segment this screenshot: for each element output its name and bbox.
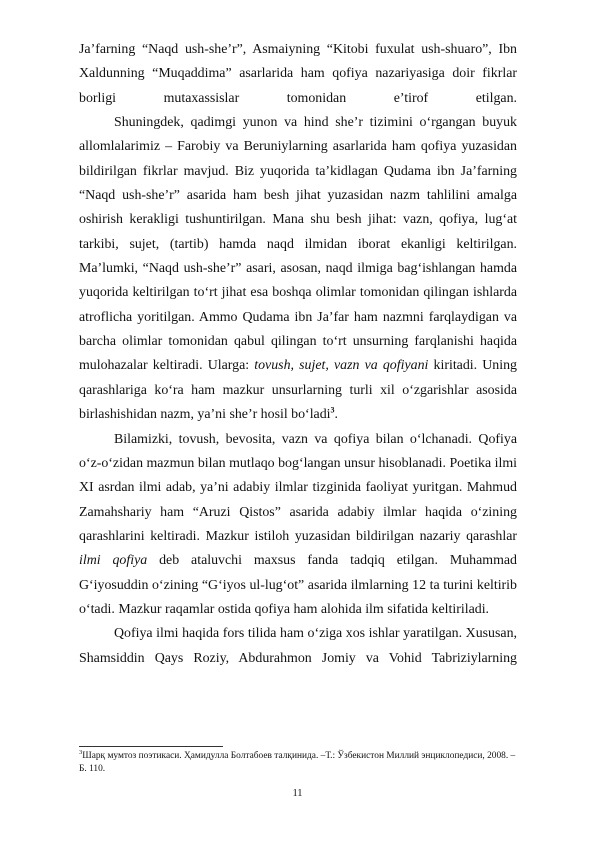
paragraph-2-end: .	[334, 407, 339, 423]
paragraph-2	[79, 111, 517, 427]
footnote-reference: 3	[330, 405, 335, 415]
paragraph-3-text-b: deb ataluvchi maxsus fanda tadqiq etilgan. Muhammad G‘iyosuddin o‘zining “G‘iyos ul-lug‘ot” asarida ilmlarning 12 ta turini keltirib o‘tadi. Mazkur raqamlar ostida qofiya ham alohida ilm sifatida keltiriladi.	[79, 553, 517, 617]
footnote-marker: 3	[79, 748, 83, 756]
paragraph-1: Ja’farning “Naqd ush-she’r”, Asmaiyning “Kitobi fuxulat ush-shuaro”, Ibn Xaldunning “Muqaddima” asarlarida ham qofiya nazariyasiga doir fikrlar borligi mutaxassislar tomonidan e’tirof etilgan.	[79, 42, 517, 106]
footnote-text: Шарқ мумтоз поэтикаси. Ҳамидулла Болтабоев талқинида. –Т.: Ўзбекистон Миллий энциклопедиси, 2008. – Б. 110.	[79, 751, 516, 774]
page-number: 11	[292, 788, 303, 799]
paragraph-2-text-a: Shuningdek, qadimgi yunon va hind she’r tizimini o‘rgangan buyuk allomlalarimiz – Farobiy va Beruniylarning asarlarida ham qofiya yuzasidan bildirilgan fikrlar mavjud. Biz yuqorida ta’kidlagan Qudama ibn Ja’farning “Naqd ush-she’r” asarida ham besh jihat yuzasidan nazm tahlilini amalga oshirish kerakligi tushuntirilgan. Mana shu besh jihat: vazn, qofiya, lug‘at tarkibi, sujet, (tartib) hamda naqd ilmidan iborat ekanligi keltirilgan. Ma’lumki, “Naqd ush-she’r” asari, asosan, naqd ilmiga bag‘ishlangan hamda yuqorida keltirilgan to‘rt jihat esa boshqa olimlar tomonidan qilingan ishlarda atroflicha yoritilgan. Ammo Qudama ibn Ja’far ham nazmni farqlaydigan va barcha olimlar tomonidan qabul qilingan to‘rt unsurning farqlanishi haqida mulohazalar keltiradi. Ularga:	[79, 115, 517, 374]
paragraph-2-text-b: kiritadi. Uning qarashlariga ko‘ra ham mazkur unsurlarning turli xil o‘zgarishlar asosida birlashishidan nazm, ya’ni she’r hosil bo‘ladi	[79, 358, 517, 423]
paragraph-4: Qofiya ilmi haqida fors tilida ham o‘ziga xos ishlar yaratilgan. Xususan, Shamsiddin Qays Roziy, Abdurahmon Jomiy va Vohid Tabriziylarning	[79, 626, 517, 666]
paragraph-2-emphasis: tovush, sujet, vazn va qofiyani	[254, 358, 429, 374]
footnote-separator	[79, 746, 223, 747]
paragraph-3-emphasis: ilmi qofiya	[79, 553, 148, 569]
paragraph-3	[79, 428, 517, 623]
footnote	[79, 750, 519, 776]
paragraph-3-text-a: Bilamizki, tovush, bevosita, vazn va qofiya bilan o‘lchanadi. Qofiya o‘z-o‘zidan mazmun bilan mutlaqo bog‘langan unsur hisoblanadi. Poetika ilmi XI asrdan ilmi adab, ya’ni adabiy ilmlar tizginida faoliyat yuritgan. Mahmud Zamahshariy ham “Aruzi Qistos” asarida adabiy ilmlar haqida o‘zining qarashlarini keltiradi. Mazkur istiloh yuzasidan bildirilgan nazariy qarashlar	[79, 431, 517, 544]
body-text	[79, 38, 517, 671]
